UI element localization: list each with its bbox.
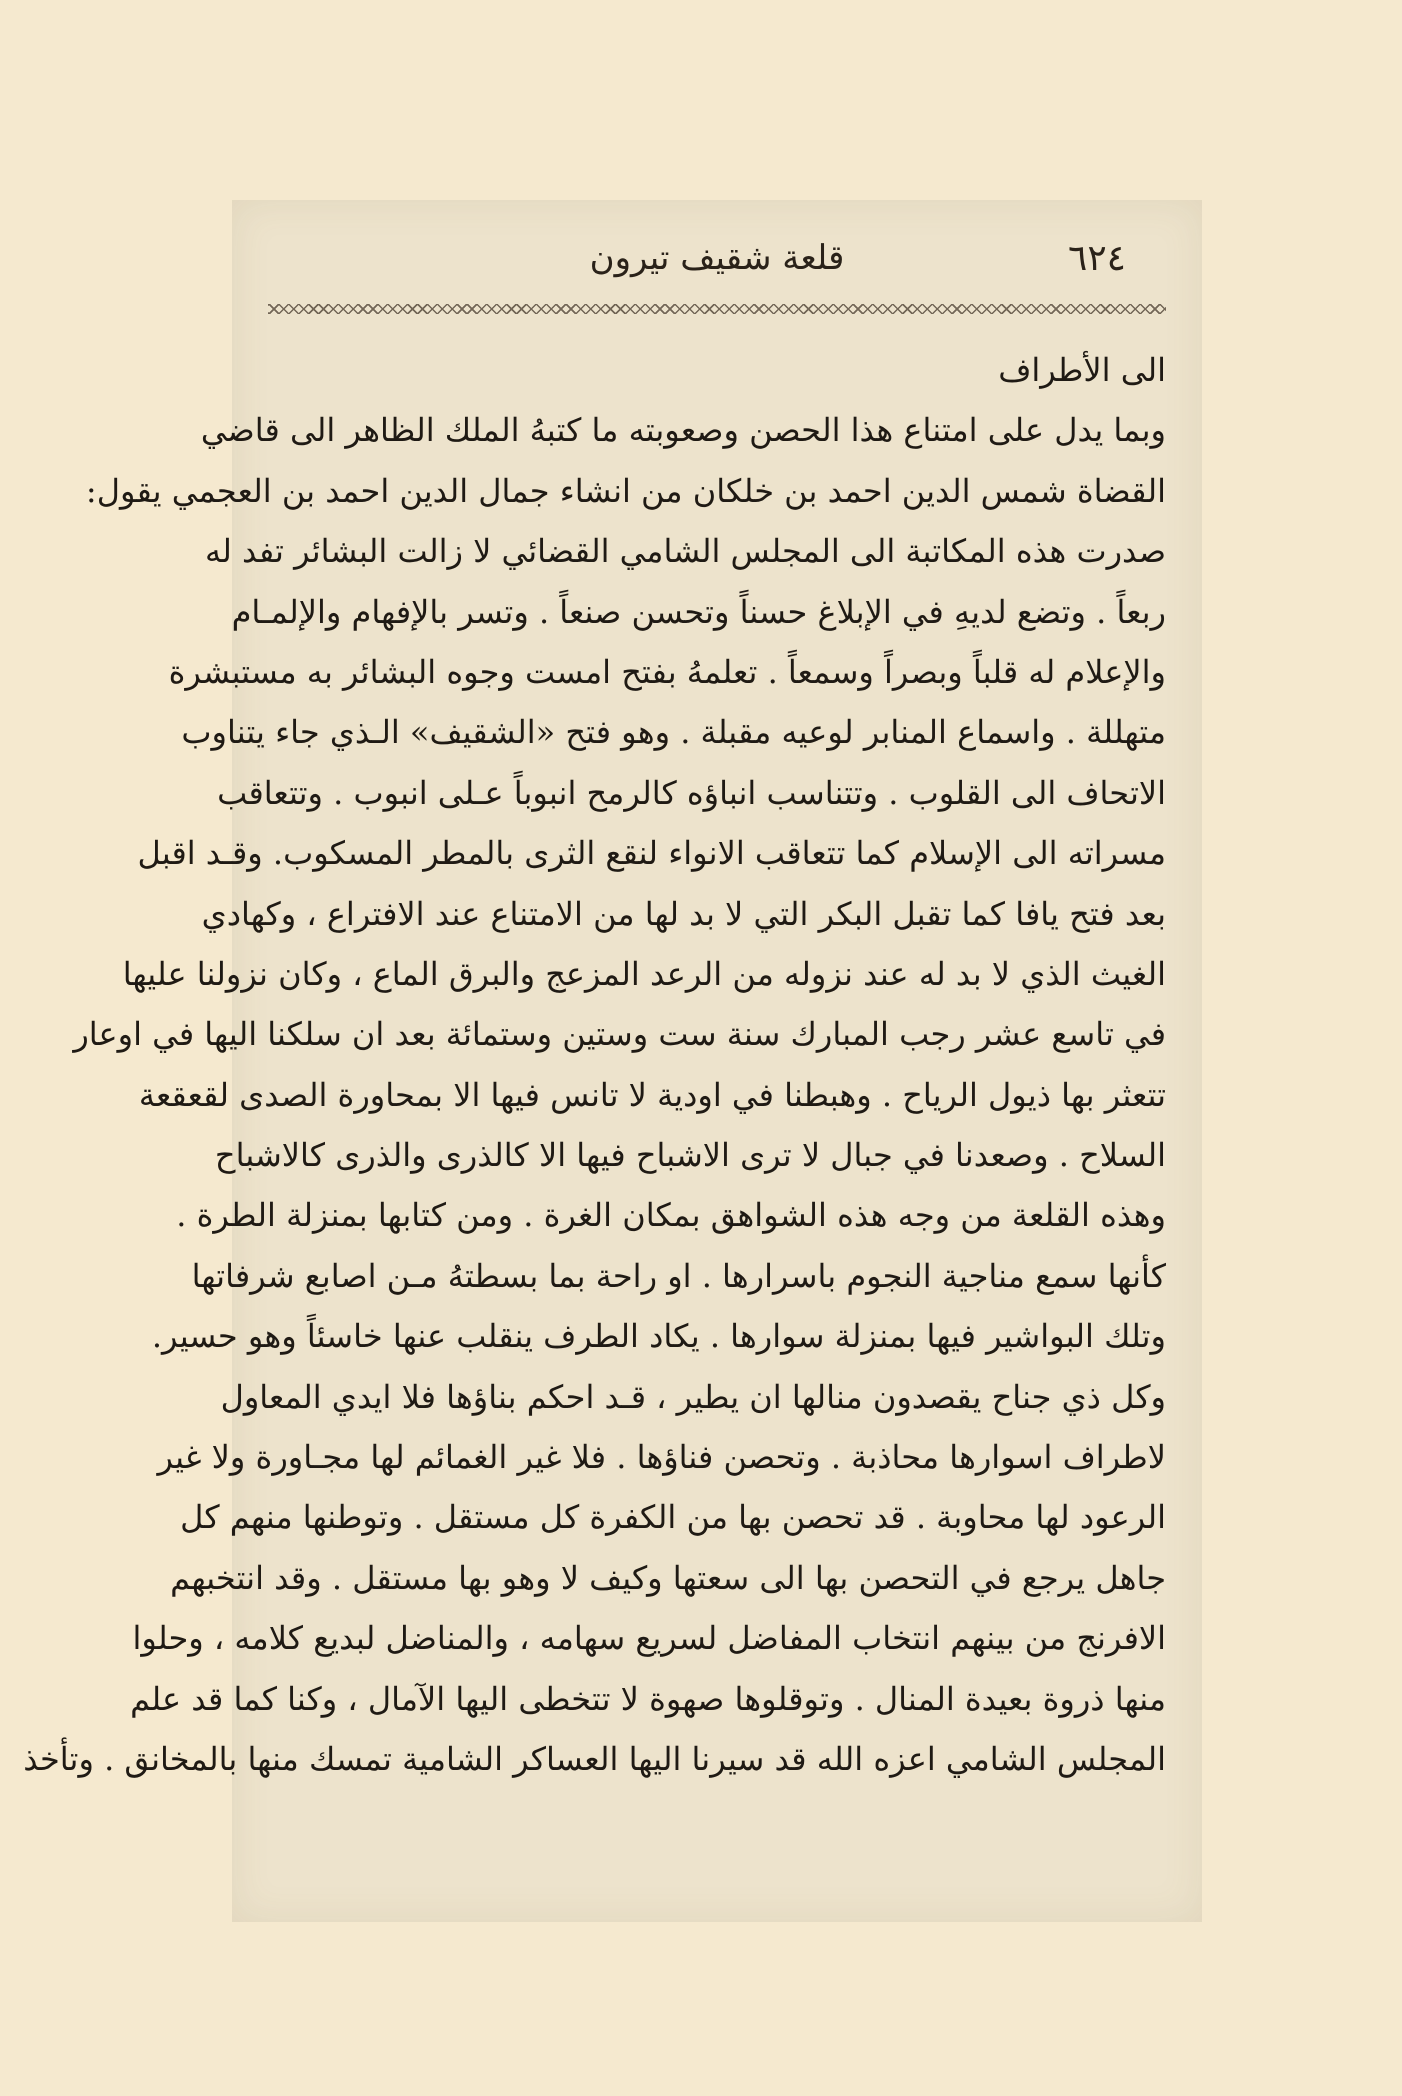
text-line: المجلس الشامي اعزه الله قد سيرنا اليها العساكر الشامية تمسك منها بالمخانق . وتأخذ	[23, 1739, 1166, 1778]
text-line: السلاح . وصعدنا في جبال لا ترى الاشباح فيها الا كالذرى والذرى كالاشباح	[214, 1136, 1166, 1175]
text-line: الاتحاف الى القلوب . وتتناسب انباؤه كالرمح انبوباً عـلى انبوب . وتتعاقب	[217, 773, 1166, 812]
text-line: الى الأطراف	[998, 351, 1166, 389]
text-line: تتعثر بها ذيول الرياح . وهبطنا في اودية لا تانس فيها الا بمحاورة الصدى لقعقعة	[138, 1075, 1166, 1114]
text-line: في تاسع عشر رجب المبارك سنة ست وستين وستمائة بعد ان سلكنا اليها في اوعار	[73, 1015, 1166, 1054]
text-line: صدرت هذه المكاتبة الى المجلس الشامي القضائي لا زالت البشائر تفد له	[204, 532, 1166, 571]
text-line: وبما يدل على امتناع هذا الحصن وصعوبته ما كتبهُ الملك الظاهر الى قاضي	[200, 411, 1166, 450]
book-page	[23, 200, 1202, 1922]
text-line: وكل ذي جناح يقصدون منالها ان يطير ، قـد احكم بناؤها فلا ايدي المعاول	[220, 1377, 1166, 1416]
page-header	[232, 220, 1202, 290]
text-line: لاطراف اسوارها محاذبة . وتحصن فناؤها . فلا غير الغمائم لها مجـاورة ولا غير	[157, 1438, 1166, 1477]
text-line: والإعلام له قلباً وبصراً وسمعاً . تعلمهُ بفتح امست وجوه البشائر به مستبشرة	[168, 652, 1166, 691]
body-text	[23, 340, 1166, 1789]
text-line: مسراته الى الإسلام كما تتعاقب الانواء لنقع الثرى بالمطر المسكوب. وقـد اقبل	[137, 834, 1166, 873]
text-line: ربعاً . وتضع لديهِ في الإبلاغ حسناً وتحسن صنعاً . وتسر بالإفهام والإلمـام	[231, 592, 1166, 631]
text-line: كأنها سمع مناجية النجوم باسرارها . او راحة بما بسطتهُ مـن اصابع شرفاتها	[191, 1256, 1166, 1295]
text-line: متهللة . واسماع المنابر لوعيه مقبلة . وهو فتح «الشقيف» الـذي جاء يتناوب	[181, 713, 1166, 752]
running-title: قلعة شقيف تيرون	[589, 238, 845, 278]
text-line: الغيث الذي لا بد له عند نزوله من الرعد المزعج والبرق الماع ، وكان نزولنا عليها	[122, 954, 1166, 993]
text-line: وهذه القلعة من وجه هذه الشواهق بمكان الغرة . ومن كتابها بمنزلة الطرة .	[176, 1196, 1166, 1235]
text-line: الافرنج من بينهم انتخاب المفاضل لسريع سهامه ، والمناضل لبديع كلامه ، وحلوا	[132, 1619, 1166, 1658]
page-number: ٦٢٤	[1067, 238, 1126, 279]
text-line: الرعود لها محاوبة . قد تحصن بها من الكفرة كل مستقل . وتوطنها منهم كل	[180, 1498, 1166, 1537]
text-line: جاهل يرجع في التحصن بها الى سعتها وكيف لا وهو بها مستقل . وقد انتخبهم	[170, 1558, 1166, 1597]
header-divider	[268, 304, 1166, 314]
text-line: بعد فتح يافا كما تقبل البكر التي لا بد لها من الامتناع عند الافتراع ، وكهادي	[201, 894, 1166, 933]
text-line: وتلك البواشير فيها بمنزلة سوارها . يكاد الطرف ينقلب عنها خاسئاً وهو حسير.	[151, 1317, 1166, 1356]
text-line: القضاة شمس الدين احمد بن خلكان من انشاء جمال الدين احمد بن العجمي يقول:	[85, 471, 1166, 510]
text-line: منها ذروة بعيدة المنال . وتوقلوها صهوة لا تتخطى اليها الآمال ، وكنا كما قد علم	[130, 1679, 1166, 1718]
